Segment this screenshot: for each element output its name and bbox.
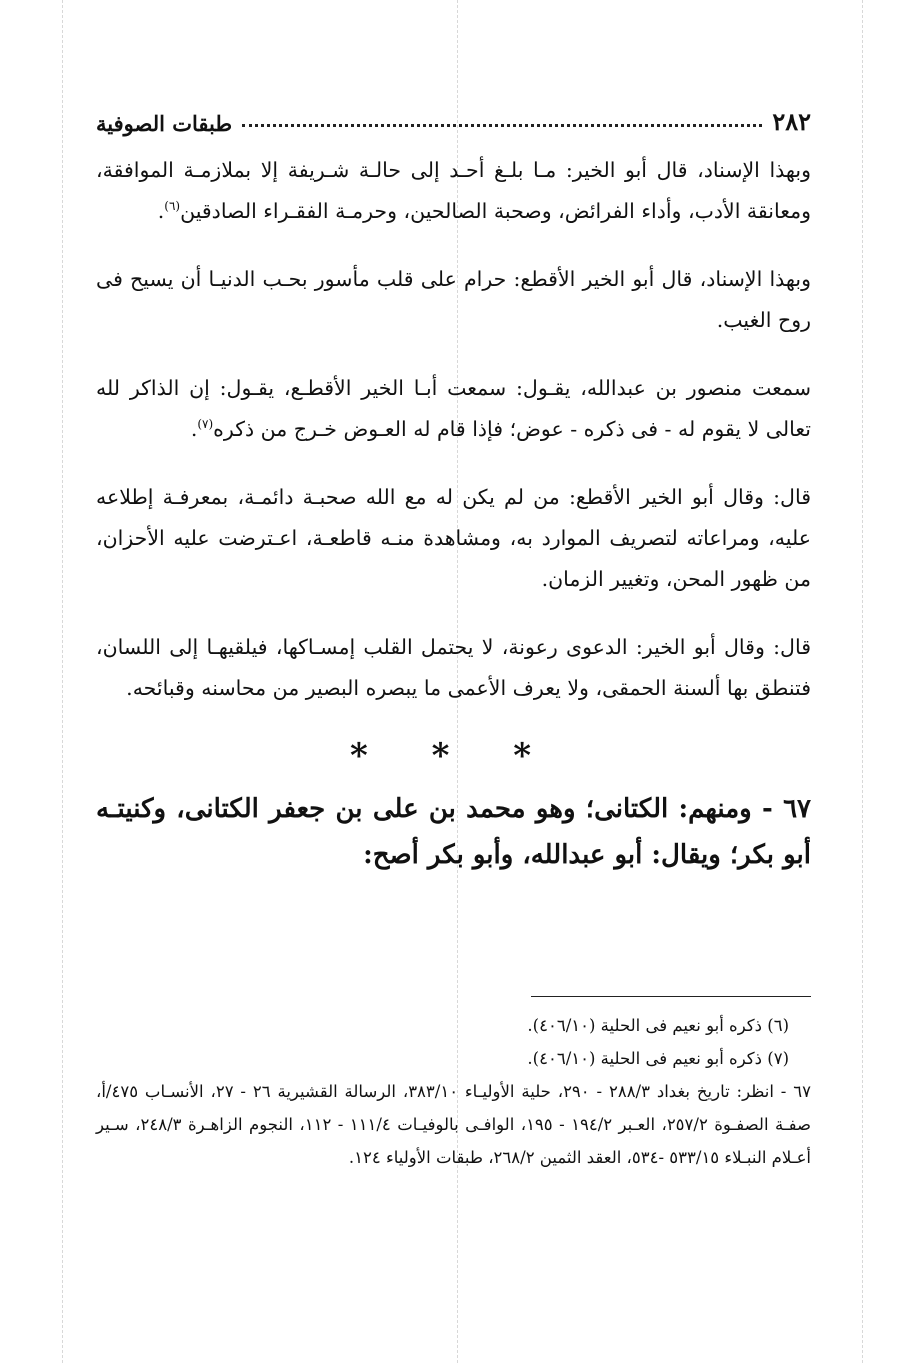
section-separator: * * * <box>349 736 557 776</box>
page-number: ٢٨٢ <box>772 107 811 136</box>
paragraph-4 <box>96 477 811 600</box>
paragraph-5 <box>96 627 811 709</box>
paragraph-2 <box>96 259 811 341</box>
paragraph-text: وبهذا الإسناد، قال أبو الخير: مـا بلـغ أحـد إلى حالـة شـريفة إلا بملازمـة الموافقة، ومعانقة الأدب، وأداء الفرائض، وصحبة الصالحين، وحرمـة الفقـراء الصادقين <box>96 158 811 223</box>
footnote-rule <box>531 996 811 997</box>
entry-heading: ٦٧ - ومنهم: الكتانى؛ وهو محمد بن على بن جعفر الكتانى، وكنيتـه أبو بكر؛ ويقال: أبو عبدالله، وأبو بكر أصح: <box>96 794 811 870</box>
paragraph-3: سمعت منصور بن عبدالله، يقـول: سمعت أبـا الخير الأقطـع، يقـول: إن الذاكر لله تعالى لا يقوم له - فى ذكره - عوض؛ فإذا قام له العـوض خـرج من ذكره$^{(٧)}$. <box>96 376 811 441</box>
paragraph-text: قال: وقال أبو الخير الأقطع: من لم يكن له مع الله صحبـة دائمـة، بمعرفـة إطلاعه عليه، ومراعاته لتصريف الموارد به، ومشاهدة منـه قاطعـة، اعـترضت عليه الأحزان، من ظهور المحن، وتغيير الزمان. <box>96 485 811 591</box>
footnote-6: (٦) ذكره أبو نعيم فى الحلية (٤٠٦/١٠). <box>527 1016 789 1035</box>
running-title: طبقات الصوفية <box>96 111 233 136</box>
footnote-ref: (٧) <box>197 417 214 432</box>
footnote-7: (٧) ذكره أبو نعيم فى الحلية (٤٠٦/١٠). <box>527 1049 789 1068</box>
paragraph-text: وبهذا الإسناد، قال أبو الخير الأقطع: حرام على قلب مأسور بحـب الدنيـا أن يسيح فى روح الغيب. <box>96 267 811 332</box>
paragraph-1: وبهذا الإسناد، قال أبو الخير: مـا بلـغ أحـد إلى حالـة شـريفة إلا بملازمـة الموافقة، ومعانقة الأدب، وأداء الفرائض، وصحبة الصالحين، وحرمـة الفقـراء الصادقين$^{(٦)}$. <box>96 158 811 223</box>
footnote-ref: (٦) <box>164 199 181 214</box>
page-header <box>96 92 811 136</box>
scan-guide-line <box>862 0 863 1363</box>
footnotes-section <box>96 996 811 1174</box>
main-text <box>96 150 811 878</box>
footnote-67: ٦٧ - انظر: تاريخ بغداد ٢٨٨/٣ - ٢٩٠، حلية الأوليـاء ٣٨٣/١٠، الرسالة القشيرية ٢٦ - ٢٧، الأنسـاب ٤٧٥/أ، صفـة الصفـوة ٢٥٧/٢، العـبر ١٩٤/٢ - ١٩٥، الوافـى بالوفيـات ١١١/٤ - ١١٢، النجوم الزاهـرة ٢٤٨/٣، سـير أعـلام النبـلاء ٥٣٣/١٥ -٥٣٤، العقد الثمين ٢٦٨/٢، طبقات الأولياء ١٢٤. <box>96 1082 812 1167</box>
paragraph-text: قال: وقال أبو الخير: الدعوى رعونة، لا يحتمل القلب إمسـاكها، فيلقيهـا إلى اللسان، فتنطق بها ألسنة الحمقى، ولا يعرف الأعمى ما يبصره البصير من محاسنه وقبائحه. <box>96 635 811 700</box>
dotted-leader <box>242 124 762 127</box>
scan-guide-line <box>62 0 63 1363</box>
paragraph-text: سمعت منصور بن عبدالله، يقـول: سمعت أبـا الخير الأقطـع، يقـول: إن الذاكر لله تعالى لا يقوم له - فى ذكره - عوض؛ فإذا قام له العـوض خـرج من ذكره <box>96 376 811 441</box>
